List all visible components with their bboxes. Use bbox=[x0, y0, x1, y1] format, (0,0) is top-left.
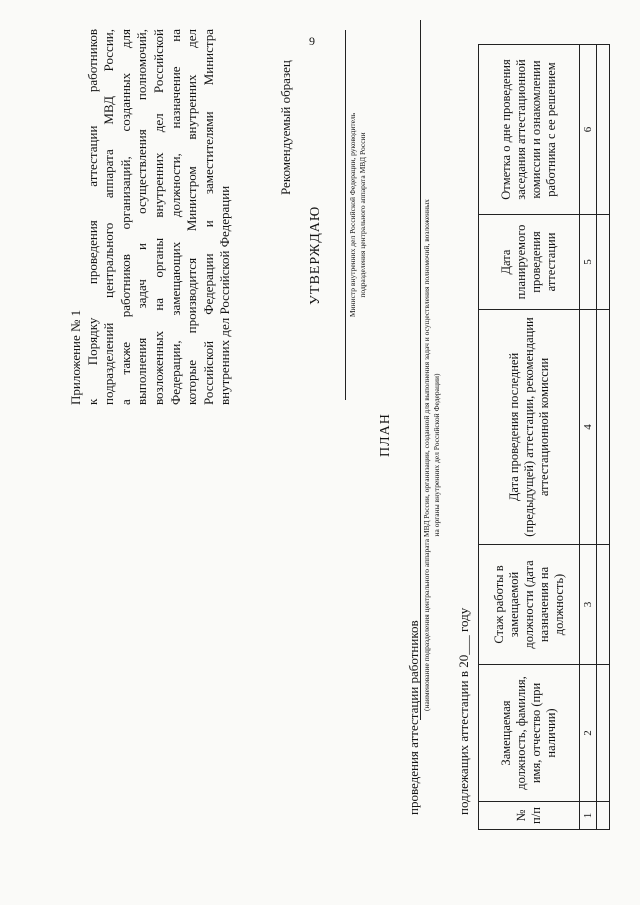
appendix-line: к Порядку проведения аттестации работников bbox=[84, 29, 100, 405]
table-header-cell: Замещаемая должность, фамилия, имя, отчество (при наличии) bbox=[479, 665, 580, 802]
signatory-caption-line: Министр внутренних дел Российской Федерации, руководитель bbox=[348, 112, 357, 318]
column-number-cell: 2 bbox=[580, 665, 597, 802]
appendix-line: выполнения задач и осуществления полномочий, bbox=[134, 29, 150, 405]
approve-heading: УТВЕРЖДАЮ bbox=[308, 205, 323, 305]
appendix-line: Приложение № 1 bbox=[68, 309, 83, 405]
signatory-caption bbox=[348, 30, 368, 400]
appendix-line: Федерации, замещающих должности, назначение на bbox=[167, 29, 183, 405]
table-empty-row bbox=[597, 45, 610, 830]
table-header-cell: № п/п bbox=[479, 802, 580, 830]
signatory-caption-line: подразделения центрального аппарата МВД России bbox=[358, 132, 367, 298]
attestation-table bbox=[478, 44, 610, 830]
organization-caption-line: на органы внутренних дел Российской Федерации) bbox=[432, 373, 441, 537]
appendix-line: а также работников организаций, созданных для bbox=[117, 29, 133, 405]
subject-label: подлежащих аттестации в 20___ году bbox=[456, 607, 471, 815]
signature-line bbox=[345, 30, 346, 400]
table-header-cell: Дата проведения последней (предыдущей) аттестации, рекомендации аттестационной комиссии bbox=[479, 310, 580, 545]
appendix-line: которые производится Министром внутренних дел bbox=[184, 29, 200, 405]
appendix-header bbox=[68, 29, 234, 405]
table-column-number-row bbox=[580, 45, 597, 830]
conduct-label: проведения аттестации работников bbox=[406, 620, 421, 815]
table-cell bbox=[597, 665, 610, 802]
rotated-sheet bbox=[20, 20, 620, 885]
appendix-line: возложенных на органы внутренних дел Российской bbox=[150, 29, 166, 405]
appendix-line: подразделений центрального аппарата МВД России, bbox=[101, 29, 117, 405]
appendix-line: Российской Федерации и заместителями Министра bbox=[200, 29, 216, 405]
table-header-row bbox=[479, 45, 580, 830]
page-number: 9 bbox=[309, 34, 315, 48]
organization-line bbox=[420, 20, 421, 720]
organization-caption bbox=[422, 105, 442, 805]
plan-title: ПЛАН bbox=[378, 413, 393, 457]
column-number-cell: 6 bbox=[580, 45, 597, 215]
sample-label: Рекомендуемый образец bbox=[278, 60, 293, 195]
column-number-cell: 4 bbox=[580, 310, 597, 545]
table-header-cell: Стаж работы в замещаемой должности (дата назначения на должность) bbox=[479, 545, 580, 665]
column-number-cell: 1 bbox=[580, 802, 597, 830]
table-cell bbox=[597, 215, 610, 310]
organization-caption-line: (наименование подразделения центрального аппарата МВД России, организации, созданной для выполнения задач и осуществления полномочий, возложенных bbox=[422, 199, 431, 711]
table-cell bbox=[597, 45, 610, 215]
table-cell bbox=[597, 545, 610, 665]
table-header-cell: Дата планируемого проведения аттестации bbox=[479, 215, 580, 310]
table-cell bbox=[597, 802, 610, 830]
column-number-cell: 3 bbox=[580, 545, 597, 665]
table-cell bbox=[597, 310, 610, 545]
table-header-cell: Отметка о дне проведения заседания аттестационной комиссии и ознакомлении работника с ее решением bbox=[479, 45, 580, 215]
appendix-line: внутренних дел Российской Федерации bbox=[217, 185, 233, 405]
column-number-cell: 5 bbox=[580, 215, 597, 310]
